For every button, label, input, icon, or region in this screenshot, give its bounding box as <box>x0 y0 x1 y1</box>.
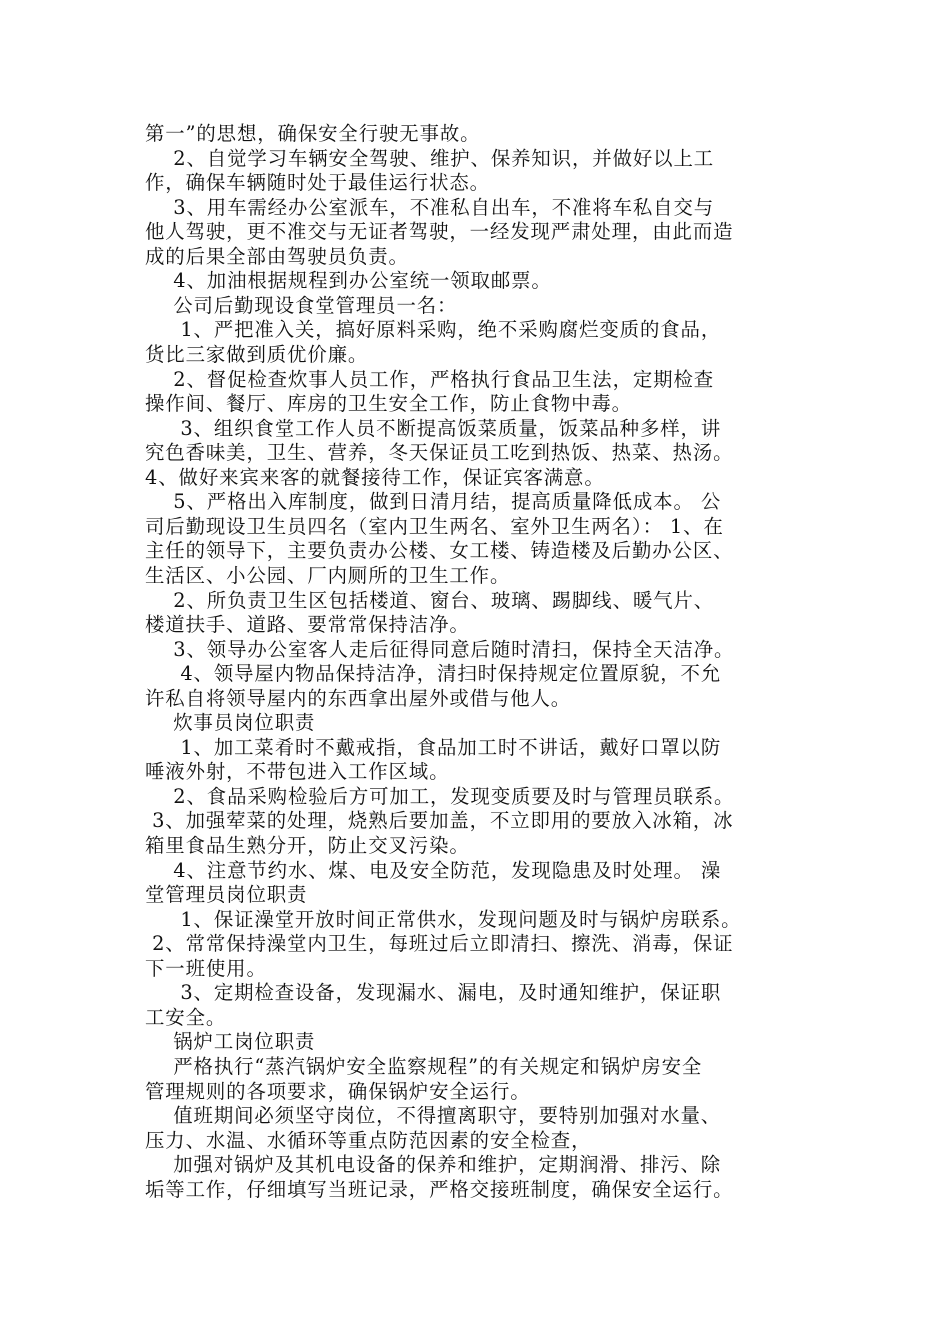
text-line: 1、保证澡堂开放时间正常供水，发现问题及时与锅炉房联系。 <box>145 907 742 931</box>
text-line: 3、用车需经办公室派车，不准私自出车，不准将车私自交与 <box>145 195 715 219</box>
text-line: 炊事员岗位职责 <box>145 711 316 735</box>
text-line: 1、严把准入关，搞好原料采购，绝不采购腐烂变质的食品， <box>145 318 722 342</box>
text-line: 操作间、餐厅、库房的卫生安全工作，防止食物中毒。 <box>145 392 632 416</box>
text-line: 工安全。 <box>145 1005 227 1029</box>
text-line: 生活区、小公园、厂内厕所的卫生工作。 <box>145 563 511 587</box>
text-line: 堂管理员岗位职责 <box>145 883 308 907</box>
text-line: 作，确保车辆随时处于最佳运行状态。 <box>145 171 490 195</box>
text-line: 唾液外射，不带包进入工作区域。 <box>145 760 450 784</box>
text-line: 3、组织食堂工作人员不断提高饭菜质量，饭菜品种多样，讲 <box>145 416 722 440</box>
text-line: 2、食品采购检验后方可加工，发现变质要及时与管理员联系。 <box>145 784 735 808</box>
text-line: 公司后勤现设食堂管理员一名： <box>145 293 458 317</box>
text-line: 加强对锅炉及其机电设备的保养和维护，定期润滑、排污、除 <box>145 1153 722 1177</box>
text-line: 他人驾驶，更不准交与无证者驾驶，一经发现严肃处理，由此而造 <box>145 220 734 244</box>
text-line: 许私自将领导屋内的东西拿出屋外或借与他人。 <box>145 686 572 710</box>
text-line: 严格执行“蒸汽锅炉安全监察规程”的有关规定和锅炉房安全 <box>145 1054 703 1078</box>
text-line: 主任的领导下，主要负责办公楼、女工楼、铸造楼及后勤办公区、 <box>145 539 734 563</box>
text-line: 成的后果全部由驾驶员负责。 <box>145 244 409 268</box>
text-line: 管理规则的各项要求，确保锅炉安全运行。 <box>145 1079 531 1103</box>
text-line: 3、加强荤菜的处理，烧熟后要加盖，不立即用的要放入冰箱，冰 <box>145 809 734 833</box>
text-line: 4、加油根据规程到办公室统一领取邮票。 <box>145 269 552 293</box>
text-line: 2、自觉学习车辆安全驾驶、维护、保养知识，并做好以上工 <box>145 146 715 170</box>
text-line: 司后勤现设卫生员四名（室内卫生两名、室外卫生两名）： 1、在 <box>145 514 724 538</box>
text-line: 锅炉工岗位职责 <box>145 1030 316 1054</box>
text-line: 垢等工作，仔细填写当班记录，严格交接班制度，确保安全运行。 <box>145 1177 734 1201</box>
text-line: 4、做好来宾来客的就餐接待工作，保证宾客满意。 <box>145 465 605 489</box>
text-line: 5、严格出入库制度，做到日清月结，提高质量降低成本。 公 <box>145 490 722 514</box>
text-line: 2、常常保持澡堂内卫生，每班过后立即清扫、擦洗、消毒，保证 <box>145 932 734 956</box>
text-line: 下一班使用。 <box>145 956 267 980</box>
text-line: 货比三家做到质优价廉。 <box>145 343 369 366</box>
text-line: 箱里食品生熟分开，防止交叉污染。 <box>145 834 470 857</box>
text-line: 楼道扶手、道路、要常常保持洁净。 <box>145 613 470 636</box>
text-line: 究色香味美，卫生、营养，冬天保证员工吃到热饭、热菜、热汤。 <box>145 441 734 465</box>
text-line: 2、督促检查炊事人员工作，严格执行食品卫生法，定期检查 <box>145 367 715 391</box>
text-line: 压力、水温、水循环等重点防范因素的安全检查， <box>145 1128 592 1152</box>
text-line: 值班期间必须坚守岗位，不得擅离职守，要特别加强对水量、 <box>145 1104 722 1127</box>
text-line: 第一”的思想，确保安全行驶无事故。 <box>145 122 481 145</box>
text-line: 2、所负责卫生区包括楼道、窗台、玻璃、踢脚线、暖气片、 <box>145 588 715 612</box>
text-line: 1、加工菜肴时不戴戒指，食品加工时不讲话，戴好口罩以防 <box>145 735 722 759</box>
text-line: 3、领导办公室客人走后征得同意后随时清扫，保持全天洁净。 <box>145 637 735 661</box>
text-line: 3、定期检查设备，发现漏水、漏电，及时通知维护，保证职 <box>145 981 722 1005</box>
text-line: 4、领导屋内物品保持洁净，清扫时保持规定位置原貌，不允 <box>145 662 722 686</box>
text-line: 4、注意节约水、煤、电及安全防范，发现隐患及时处理。 澡 <box>145 858 722 882</box>
